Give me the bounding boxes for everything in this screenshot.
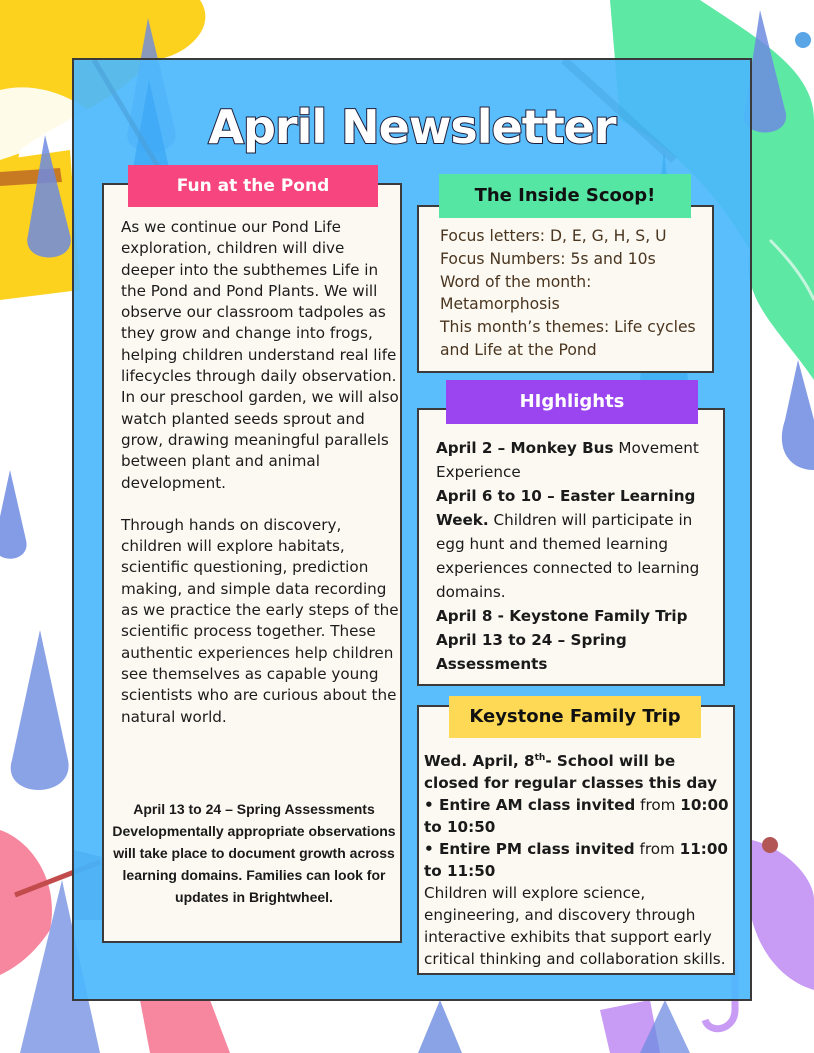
highlight-item (436, 484, 722, 604)
am-class-label: • Entire AM class invited (424, 796, 636, 814)
highlight-item (436, 628, 722, 676)
newsletter-frame (72, 58, 752, 1001)
pm-class-label: • Entire PM class invited (424, 840, 635, 858)
highlight-text: Movement Experience (436, 439, 699, 481)
inside-scoop-header: The Inside Scoop! (439, 174, 691, 218)
highlight-item (436, 436, 722, 484)
fun-at-the-pond-card (102, 183, 402, 943)
keystone-trip-body (424, 747, 734, 970)
trip-date-line (424, 747, 734, 794)
fun-at-the-pond-header: Fun at the Pond (128, 165, 378, 207)
highlight-text: Children will participate in egg hunt and themed learning experiences connected to learning domains. (436, 511, 700, 601)
highlights-card (417, 408, 725, 686)
trip-date-ordinal: th (534, 753, 546, 763)
pm-class-time: 11:00 to 11:50 (424, 840, 728, 880)
month-themes-line-2: and Life at the Pond (440, 340, 597, 359)
trip-closure-note: - School will be closed for regular classes this day (424, 752, 717, 792)
am-class-line (424, 794, 734, 838)
pond-paragraph-2: Through hands on discovery, children will explore habitats, scientific questioning, prediction making, and simple data recording as we practice the early steps of the scientific process together. These authentic experiences help children see themselves as capable young scientists who are curious about the natural world. (121, 515, 399, 726)
pond-body (121, 217, 399, 749)
spring-assessments-note: April 13 to 24 – Spring Assessments Developmentally appropriate observations will take place to document growth across learning domains. Families can look for updates in Brightwheel. (112, 801, 396, 905)
word-of-month-label: Word of the month: (440, 272, 592, 291)
focus-numbers: Focus Numbers: 5s and 10s (440, 249, 656, 268)
highlight-date: April 2 – Monkey Bus (436, 439, 614, 457)
inside-scoop-card (417, 205, 714, 373)
highlight-date: April 6 to 10 – Easter Learning Week. (436, 487, 696, 529)
trip-date: Wed. April, 8 (424, 752, 535, 770)
inside-scoop-body (440, 225, 710, 362)
highlight-date: April 8 - Keystone Family Trip (436, 607, 688, 625)
focus-letters: Focus letters: D, E, G, H, S, U (440, 227, 667, 245)
pm-class-line (424, 838, 734, 882)
month-themes-line-1: This month’s themes: Life cycles (440, 318, 696, 337)
pm-from-text: from (634, 840, 680, 858)
word-of-month-value: Metamorphosis (440, 295, 560, 314)
keystone-trip-card (417, 705, 735, 975)
am-class-time: 10:00 to 10:50 (424, 796, 729, 836)
highlights-header: HIghlights (446, 380, 698, 424)
am-from-text: from (635, 796, 681, 814)
keystone-trip-header: Keystone Family Trip (449, 696, 701, 738)
page-title: April Newsletter (208, 100, 616, 154)
trip-description: Children will explore science, engineering, and discovery through interactive exhibits that support early critical thinking and collaboration skills. (424, 884, 726, 968)
highlight-date: April 13 to 24 – Spring Assessments (436, 631, 627, 673)
highlights-list (436, 436, 722, 676)
pond-paragraph-1: As we continue our Pond Life exploration, children will dive deeper into the subthemes Life in the Pond and Pond Plants. We will observe our classroom tadpoles as they grow and change into frogs, helping children understand real life lifecycles through daily observation. In our preschool garden, we will also watch planted seeds sprout and grow, drawing meaningful parallels between plant and animal development. (121, 218, 399, 492)
highlight-item (436, 604, 722, 628)
